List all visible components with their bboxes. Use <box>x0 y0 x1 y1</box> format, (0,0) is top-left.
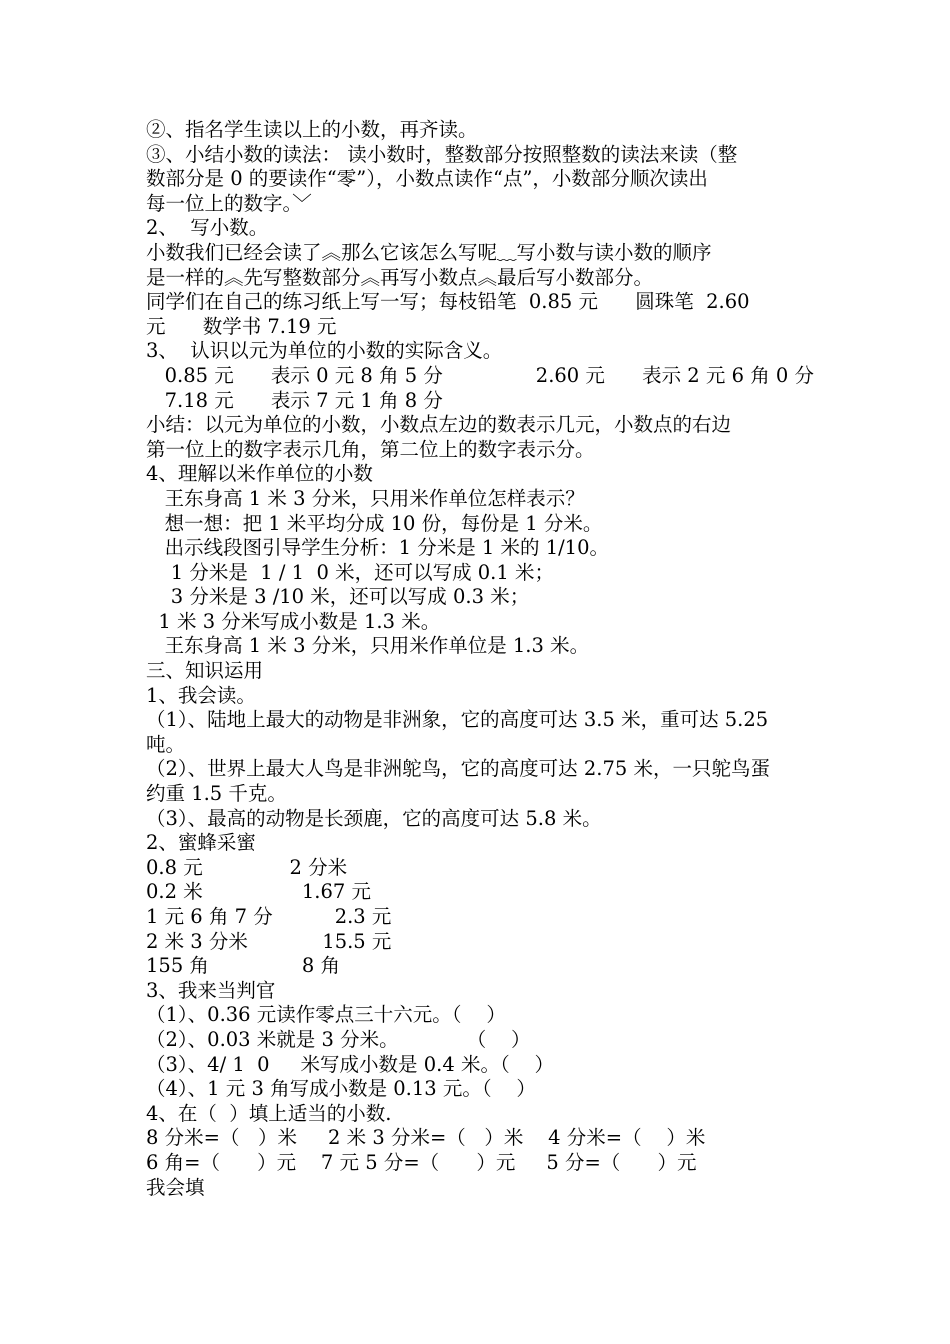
text-line: 约重 1.5 千克。 <box>146 782 287 806</box>
text-line: （4）、1 元 3 角写成小数是 0.13 元。（ ） <box>146 1077 536 1101</box>
text-line: （2）、0.03 米就是 3 分米。 （ ） <box>146 1027 531 1051</box>
text-line: 想一想：把 1 米平均分成 10 份，每份是 1 分米。 <box>146 511 603 535</box>
text-line: 元 数学书 7.19 元 <box>146 314 337 338</box>
text-line: 小结：以元为单位的小数，小数点左边的数表示几元，小数点的右边 <box>146 413 732 437</box>
text-line: 0.2 米 1.67 元 <box>146 880 372 904</box>
document-page <box>146 118 816 1200</box>
section-heading: 2、 写小数。 <box>146 216 269 240</box>
text-line: 0.8 元 2 分米 <box>146 855 348 879</box>
text-line: 第一位上的数字表示几角，第二位上的数字表示分。 <box>146 437 595 461</box>
subsection-heading: 4、在（ ）填上适当的小数. <box>146 1101 392 1125</box>
text-line: 每一位上的数字。﹀ <box>146 191 312 215</box>
text-line: 0.85 元 表示 0 元 8 角 5 分 2.60 元 表示 2 元 6 角 0 分 <box>146 363 815 387</box>
subsection-heading: 2、蜜蜂采蜜 <box>146 831 256 855</box>
text-line: 1 米 3 分米写成小数是 1.3 米。 <box>146 609 441 633</box>
section-heading: 4、理解以米作单位的小数 <box>146 462 373 486</box>
text-line: 数部分是 0 的要读作“零”），小数点读作“点”，小数部分顺次读出 <box>146 167 708 191</box>
text-line: ③、小结小数的读法： 读小数时，整数部分按照整数的读法来读（整 <box>146 142 738 166</box>
text-line: 王东身高 1 米 3 分米，只用米作单位是 1.3 米。 <box>146 634 590 658</box>
text-line: ②、指名学生读以上的小数，再齐读。 <box>146 118 478 141</box>
text-line: 吨。 <box>146 732 186 756</box>
text-line: （3）、最高的动物是长颈鹿，它的高度可达 5.8 米。 <box>146 806 602 830</box>
text-line: 同学们在自己的练习纸上写一写；每枝铅笔 0.85 元 圆珠笔 2.60 <box>146 290 750 314</box>
text-line: （3）、4/ 1 0 米写成小数是 0.4 米。（ ） <box>146 1052 554 1076</box>
text-line: （1）、0.36 元读作零点三十六元。（ ） <box>146 1003 506 1027</box>
text-line: （1）、陆地上最大的动物是非洲象，它的高度可达 3.5 米，重可达 5.25 <box>146 708 769 732</box>
text-line: 7.18 元 表示 7 元 1 角 8 分 <box>146 388 443 412</box>
text-line: 1 元 6 角 7 分 2.3 元 <box>146 905 392 928</box>
text-line: 我会填 <box>146 1175 205 1199</box>
text-line: 8 分米=（ ）米 2 米 3 分米=（ ）米 4 分米=（ ）米 <box>146 1126 706 1150</box>
text-line: 155 角 8 角 <box>146 954 341 978</box>
subsection-heading: 1、我会读。 <box>146 683 256 707</box>
subsection-heading: 3、我来当判官 <box>146 978 276 1002</box>
text-line: 1 分米是 1 / 1 0 米，还可以写成 0.1 米； <box>146 560 554 584</box>
text-line: 2 米 3 分米 15.5 元 <box>146 929 392 953</box>
text-line: 3 分米是 3 /10 米，还可以写成 0.3 米； <box>146 585 530 609</box>
section-heading: 三、知识运用 <box>146 659 264 683</box>
text-line: 小数我们已经会读了︽那么它该怎么写呢﹏写小数与读小数的顺序 <box>146 240 712 264</box>
text-line: 出示线段图引导学生分析：1 分米是 1 米的 1/10。 <box>146 536 609 560</box>
text-line: （2）、世界上最大人鸟是非洲鸵鸟，它的高度可达 2.75 米，一只鸵鸟蛋 <box>146 757 770 781</box>
text-line: 王东身高 1 米 3 分米，只用米作单位怎样表示？ <box>146 486 585 510</box>
text-line: 6 角=（ ）元 7 元 5 分=（ ）元 5 分=（ ）元 <box>146 1150 697 1174</box>
text-line: 是一样的︽先写整数部分︽再写小数点︽最后写小数部分。 <box>146 265 654 289</box>
section-heading: 3、 认识以元为单位的小数的实际含义。 <box>146 339 503 363</box>
